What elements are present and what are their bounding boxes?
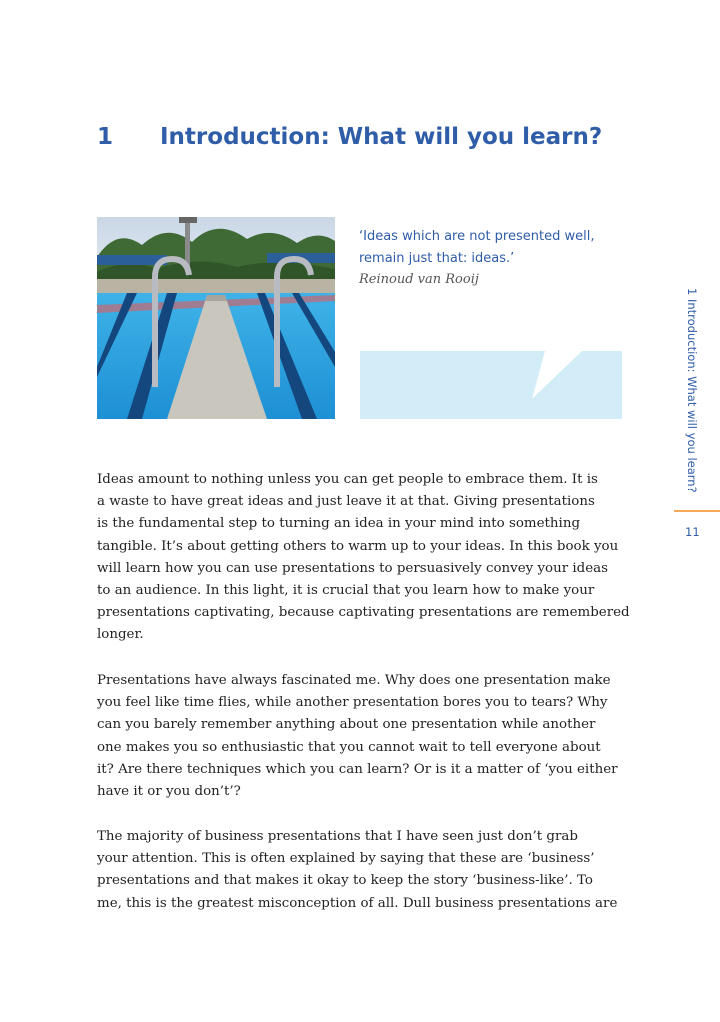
text-line: a waste to have great ideas and just leave it at that. Giving presentations bbox=[97, 494, 595, 510]
chapter-number: 1 bbox=[97, 124, 114, 150]
text-line: tangible. It’s about getting others to warm up to your ideas. In this book you bbox=[97, 538, 619, 554]
text-line: Presentations have always fascinated me. Why does one presentation make bbox=[97, 673, 611, 688]
text-line: Ideas amount to nothing unless you can get people to embrace them. It is bbox=[97, 472, 598, 487]
text-line: to an audience. In this light, it is crucial that you learn how to make your bbox=[97, 583, 595, 599]
page-number: 11 bbox=[685, 525, 700, 539]
paragraph bbox=[97, 826, 617, 915]
text-line: presentations captivating, because captivating presentations are remembered bbox=[97, 605, 630, 621]
pool-illustration bbox=[97, 217, 335, 419]
text-line: have it or you don’t’? bbox=[97, 784, 241, 800]
running-chapter-tab bbox=[685, 288, 701, 498]
text-line: your attention. This is often explained by saying that these are ‘business’ bbox=[97, 851, 595, 867]
text-line: longer. bbox=[97, 627, 144, 643]
text-line: can you barely remember anything about one presentation while another bbox=[97, 717, 596, 733]
text-line: The majority of business presentations that I have seen just don’t grab bbox=[97, 829, 578, 844]
paragraph bbox=[97, 670, 618, 803]
text-line: is the fundamental step to turning an idea in your mind into something bbox=[97, 516, 581, 532]
text-line: you feel like time flies, while another presentation bores you to tears? Why bbox=[97, 695, 608, 711]
chapter-title: Introduction: What will you learn? bbox=[160, 124, 603, 150]
paragraph bbox=[97, 469, 630, 647]
speech-bubble-decoration bbox=[360, 351, 622, 419]
quote-line: remain just that: ideas.’ bbox=[359, 251, 515, 266]
page-number-divider bbox=[674, 510, 720, 512]
text-line: will learn how you can use presentations to persuasively convey your ideas bbox=[97, 560, 609, 576]
swimming-pool-photo bbox=[97, 217, 335, 419]
text-line: it? Are there techniques which you can learn? Or is it a matter of ‘you either bbox=[97, 761, 618, 777]
text-line: one makes you so enthusiastic that you cannot wait to tell everyone about bbox=[97, 739, 601, 755]
running-chapter-title: 1 Introduction: What will you learn? bbox=[685, 288, 699, 493]
text-line: me, this is the greatest misconception of all. Dull business presentations are bbox=[97, 895, 618, 911]
text-line: presentations and that makes it okay to keep the story ‘business-like’. To bbox=[97, 873, 593, 889]
chapter-heading bbox=[97, 124, 602, 150]
quote-line: ‘Ideas which are not presented well, bbox=[359, 229, 595, 244]
epigraph-quote bbox=[359, 226, 594, 270]
quote-author: Reinoud van Rooij bbox=[359, 272, 479, 287]
